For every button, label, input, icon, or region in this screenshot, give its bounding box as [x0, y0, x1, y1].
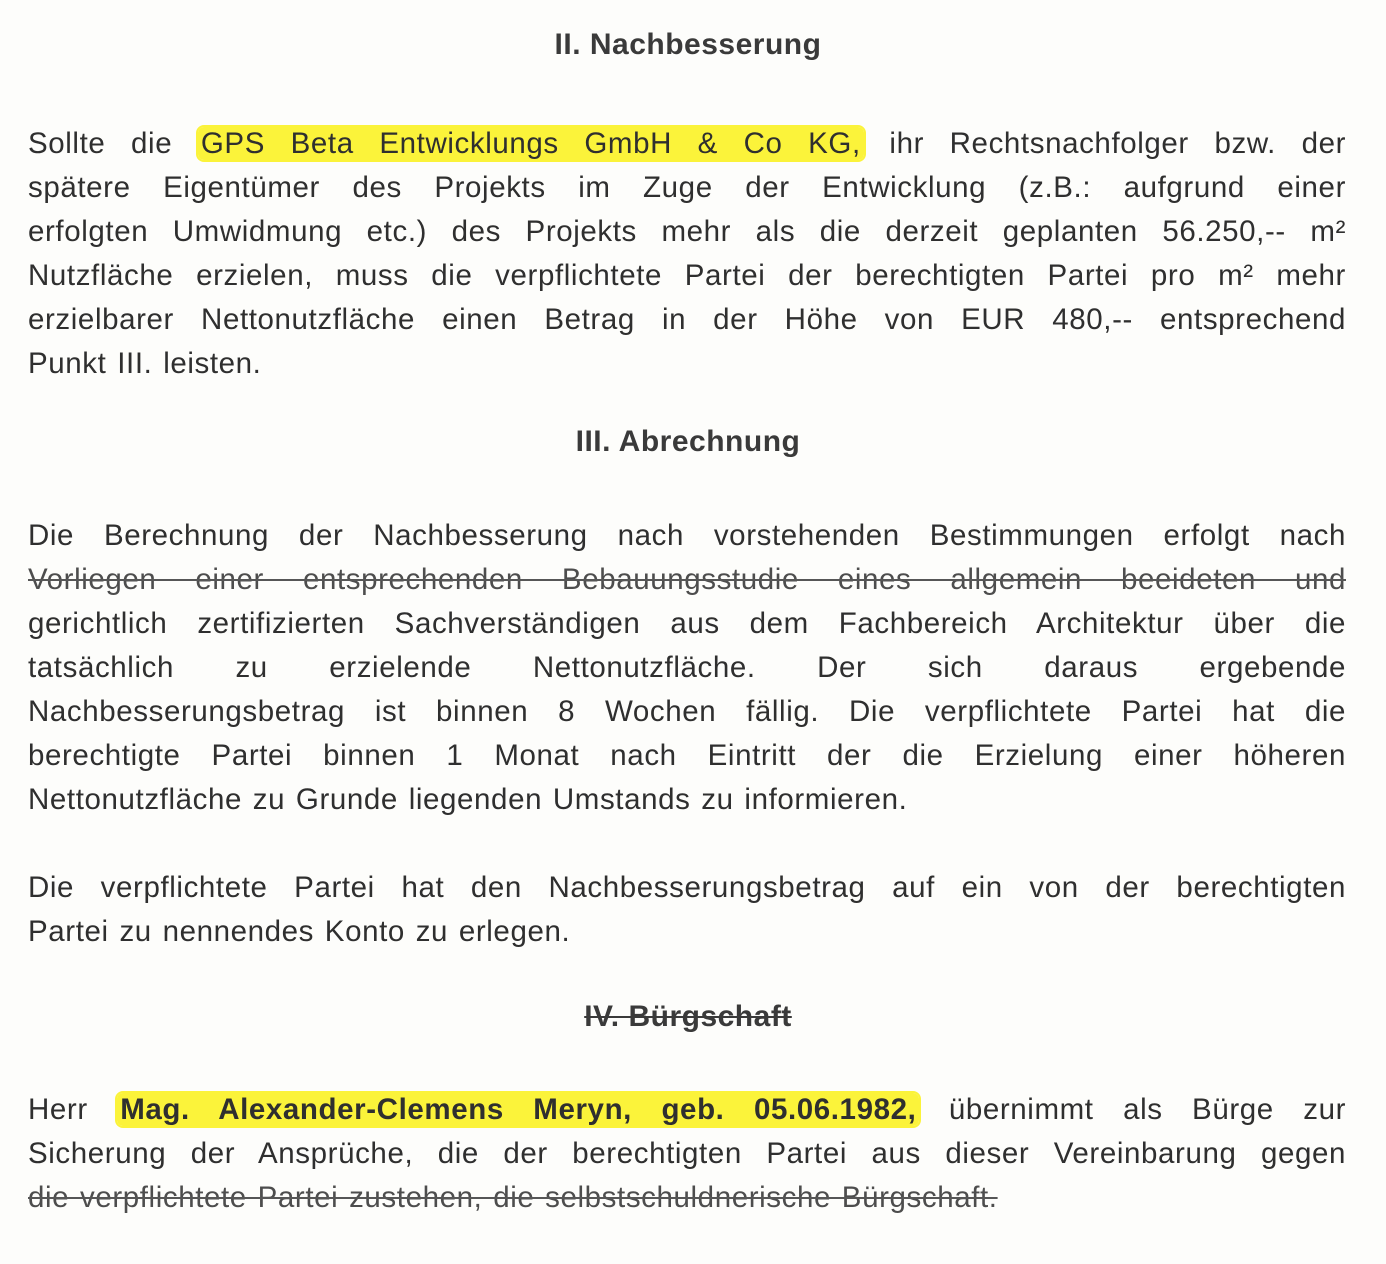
text-line: berechtigte Partei binnen 1 Monat nach Eintritt der die Erzielung einer höheren: [28, 739, 1346, 772]
struck-text-line: die verpflichtete Partei zustehen, die selbstschuldnerische Bürgschaft.: [28, 1181, 998, 1214]
text-line: Die verpflichtete Partei hat den Nachbesserungsbetrag auf ein von der berechtigten: [28, 871, 1346, 904]
text-line: Nutzfläche erzielen, muss die verpflichtete Partei der berechtigten Partei pro m² mehr: [28, 259, 1346, 292]
struck-text-line: Vorliegen einer entsprechenden Bebauungsstudie eines allgemein beeideten und: [28, 563, 1346, 596]
paragraph-nachbesserung: [28, 122, 1346, 386]
text-line: [28, 1088, 1346, 1132]
highlighted-guarantor-name: Mag. Alexander-Clemens Meryn, geb. 05.06.1982,: [117, 1093, 919, 1126]
text-line: Nachbesserungsbetrag ist binnen 8 Wochen fällig. Die verpflichtete Partei hat die: [28, 695, 1346, 728]
paragraph-buergschaft: [28, 1088, 1346, 1220]
text-line: Partei zu nennendes Konto zu erlegen.: [28, 915, 571, 948]
text-line: [28, 122, 1346, 166]
text-line: erfolgten Umwidmung etc.) des Projekts mehr als die derzeit geplanten 56.250,-- m²: [28, 215, 1346, 248]
highlighted-company-name: GPS Beta Entwicklungs GmbH & Co KG,: [198, 127, 864, 160]
text-line: tatsächlich zu erzielende Nettonutzfläche. Der sich daraus ergebende: [28, 651, 1346, 684]
section-heading-buergschaft: IV. Bürgschaft: [584, 1000, 792, 1033]
text-segment: ihr Rechtsnachfolger bzw. der: [889, 127, 1347, 160]
text-line: Die Berechnung der Nachbesserung nach vorstehenden Bestimmungen erfolgt nach: [28, 519, 1346, 552]
paragraph-abrechnung-2: [28, 866, 1346, 954]
text-line: Nettonutzfläche zu Grunde liegenden Umstands zu informieren.: [28, 783, 908, 816]
section-heading-nachbesserung: II. Nachbesserung: [554, 28, 822, 61]
document-page: [28, 0, 1348, 1264]
text-line: spätere Eigentümer des Projekts im Zuge der Entwicklung (z.B.: aufgrund einer: [28, 171, 1346, 204]
text-segment: Sollte die: [28, 127, 173, 160]
text-segment: Herr: [28, 1093, 88, 1126]
paragraph-abrechnung-1: [28, 514, 1346, 822]
text-line: erzielbarer Nettonutzfläche einen Betrag in der Höhe von EUR 480,-- entsprechend: [28, 303, 1346, 336]
text-line: gerichtlich zertifizierten Sachverständigen aus dem Fachbereich Architektur über die: [28, 607, 1346, 640]
section-heading-abrechnung: III. Abrechnung: [575, 425, 801, 458]
text-line: Sicherung der Ansprüche, die der berechtigten Partei aus dieser Vereinbarung gegen: [28, 1137, 1346, 1170]
text-line: Punkt III. leisten.: [28, 347, 262, 380]
text-segment: übernimmt als Bürge zur: [948, 1093, 1346, 1126]
